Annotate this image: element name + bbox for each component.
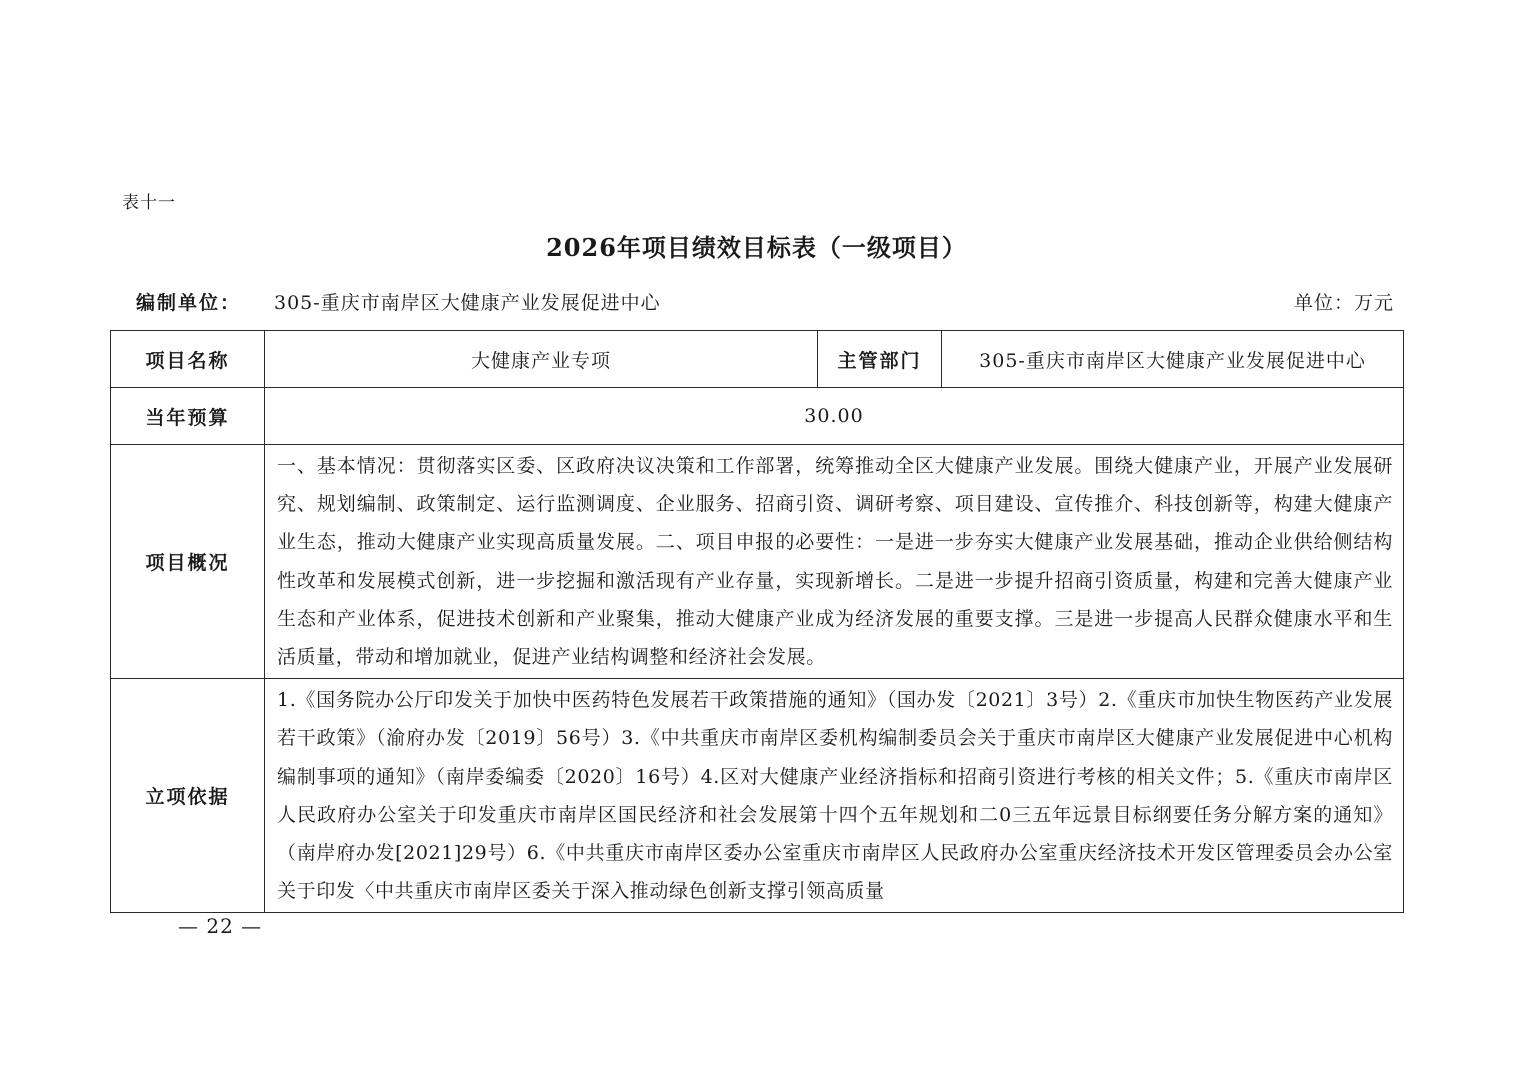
overview-text: 一、基本情况：贯彻落实区委、区政府决议决策和工作部署，统筹推动全区大健康产业发展。围绕大健康产业，开展产业发展研究、规划编制、政策制定、运行监测调度、企业服务、招商引资、调研考察、项目建设、宣传推介、科技创新等，构建大健康产业生态，推动大健康产业实现高质量发展。二、项目申报的必要性：一是进一步夯实大健康产业发展基础，推动企业供给侧结构性改革和发展模式创新，进一步挖掘和激活现有产业存量，实现新增长。二是进一步提升招商引资质量，构建和完善大健康产业生态和产业体系，促进技术创新和产业聚集，推动大健康产业成为经济发展的重要支撑。三是进一步提高人民群众健康水平和生活质量，带动和增加就业，促进产业结构调整和经济社会发展。 [265, 445, 1404, 679]
department-label: 主管部门 [818, 331, 942, 388]
table-row [111, 445, 1404, 679]
money-unit-label: 单位：万元 [1293, 292, 1394, 314]
page-number: — 22 — [178, 914, 263, 938]
table-row [111, 331, 1404, 388]
table-row [111, 679, 1404, 913]
basis-text: 1.《国务院办公厅印发关于加快中医药特色发展若干政策措施的通知》（国办发〔2021〕3号）2.《重庆市加快生物医药产业发展若干政策》（渝府办发〔2019〕56号）3.《中共重庆市南岸区委机构编制委员会关于重庆市南岸区大健康产业发展促进中心机构编制事项的通知》（南岸委编委〔2020〕16号）4.区对大健康产业经济指标和招商引资进行考核的相关文件；5.《重庆市南岸区人民政府办公室关于印发重庆市南岸区国民经济和社会发展第十四个五年规划和二0三五年远景目标纲要任务分解方案的通知》（南岸府办发[2021]29号）6.《中共重庆市南岸区委办公室重庆市南岸区人民政府办公室重庆经济技术开发区管理委员会办公室关于印发〈中共重庆市南岸区委关于深入推动绿色创新支撑引领高质量 [265, 679, 1404, 913]
budget-value: 30.00 [265, 388, 1404, 445]
document-title: 2026年项目绩效目标表（一级项目） [546, 233, 967, 262]
compiling-unit-row [136, 288, 1394, 316]
budget-label: 当年预算 [111, 388, 265, 445]
basis-label: 立项依据 [111, 679, 265, 913]
compiling-unit-label: 编制单位： [136, 292, 242, 314]
department-value: 305-重庆市南岸区大健康产业发展促进中心 [942, 331, 1404, 388]
performance-target-table [110, 330, 1404, 913]
table-number-label: 表十一 [122, 193, 176, 213]
project-name-value: 大健康产业专项 [265, 331, 818, 388]
overview-label: 项目概况 [111, 445, 265, 679]
table-row [111, 388, 1404, 445]
compiling-unit-value: 305-重庆市南岸区大健康产业发展促进中心 [274, 292, 661, 314]
project-name-label: 项目名称 [111, 331, 265, 388]
